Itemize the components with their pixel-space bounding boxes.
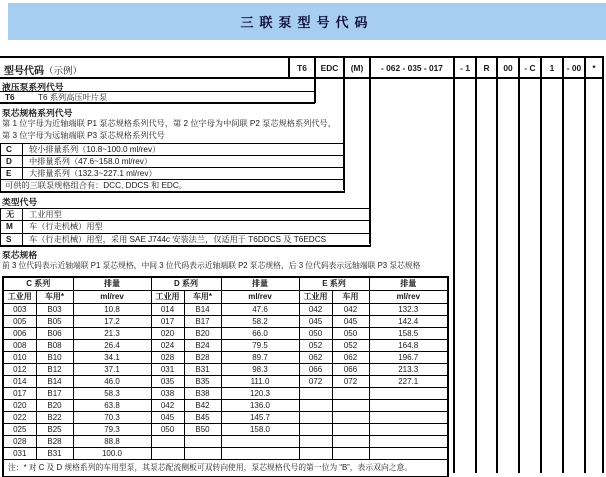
spec-data-row [3,412,448,424]
grid-line [314,79,316,103]
page-title: 三联泵型号代码 [240,15,374,30]
spec-cell: 066 [299,364,332,376]
spec-cell: 052 [332,340,369,352]
section-cartridge-spec-description: 前 3 位代码表示近轴端联 P1 泵芯规格，中间 3 位代码表示近轴端联 P2 泵芯规格，后 3 位代码表示远轴端联 P3 泵芯规格 [2,261,421,270]
spec-cell: 038 [151,388,184,400]
spec-cell: 158.0 [221,424,299,436]
spec-cell: 050 [151,424,184,436]
spec-cell: B22 [36,412,73,424]
spec-cell: 072 [332,376,369,388]
spec-cell: 26.4 [73,340,151,352]
spec-cell: 46.0 [73,376,151,388]
spec-cell: B25 [36,424,73,436]
spec-sub-header: 工业用 [3,291,36,304]
spec-cell: 020 [151,328,184,340]
spec-cell: B35 [184,376,221,388]
spec-cell: 028 [151,352,184,364]
spec-cell: 005 [3,316,36,328]
grid-line [343,79,345,190]
spec-cell: 072 [299,376,332,388]
spec-cell: 045 [332,316,369,328]
spec-cell: 88.8 [73,436,151,448]
spec-cell [221,448,299,460]
spec-cell [332,388,369,400]
spec-cell: B24 [184,340,221,352]
spec-cell: B20 [36,400,73,412]
spec-cell [221,436,299,448]
spec-header-sub-row [3,291,448,304]
spec-cell: 79.5 [221,340,299,352]
spec-cell: B17 [36,388,73,400]
spec-cell: 006 [3,328,36,340]
section-cartridge-series-description: 第 1 位字母为近轴端联 P1 泵芯规格系列代号，第 2 位字母为中间联 P2 泵芯规格系列代号，第 3 位字母为远轴端联 P3 泵芯规格系列代号 [2,119,336,140]
spec-cell: 58.2 [221,316,299,328]
spec-cell: 58.3 [73,388,151,400]
model-code-cell: 00 [496,58,518,77]
section-cartridge-series [0,106,345,191]
model-code-label [4,62,82,77]
spec-cell: 062 [332,352,369,364]
model-code-cell: * [584,58,604,77]
spec-cell: 010 [3,352,36,364]
spec-series-header: E 系列 [299,277,369,291]
spec-cell: B03 [36,304,73,316]
spec-cell: 10.8 [73,304,151,316]
spec-cell [369,424,448,436]
spec-cell: 062 [299,352,332,364]
section-pump-series [0,81,315,104]
spec-cell [299,400,332,412]
spec-cell [151,448,184,460]
cartridge-series-desc: 中排量系列（47.6~158.0 ml/rev） [29,157,153,166]
spec-cell: 213.3 [369,364,448,376]
spec-cell: 227.1 [369,376,448,388]
grid-line [602,79,604,473]
spec-cell [299,424,332,436]
spec-cell: 158.5 [369,328,448,340]
spec-cell: 045 [299,316,332,328]
spec-sub-header: 车用* [184,291,221,304]
type-code-desc: 车（行走机械）用型，采用 SAE J744c 安装法兰，仅适用于 T6DDCS 及 T6EDCS [29,234,327,244]
spec-cell: 035 [151,376,184,388]
spec-cell: B20 [184,328,221,340]
spec-cell: 052 [299,340,332,352]
spec-cell: B08 [36,340,73,352]
spec-cell: 020 [3,400,36,412]
section-type-code-title: 类型代号 [2,197,38,207]
type-code-code: S [1,234,23,245]
spec-cell: 042 [332,304,369,316]
spec-sub-header: ml/rev [221,291,299,304]
spec-cell: 050 [299,328,332,340]
spec-cell: B14 [36,376,73,388]
spec-cell: 47.6 [221,304,299,316]
spec-cell [299,412,332,424]
cartridge-series-desc: 大排量系列（132.3~227.1 ml/rev） [29,169,157,178]
spec-data-row [3,376,448,388]
spec-cell: 012 [3,364,36,376]
spec-cell: B10 [36,352,73,364]
spec-cell: 70.3 [73,412,151,424]
spec-cell: 003 [3,304,36,316]
spec-cell: 014 [3,376,36,388]
spec-data-row [3,340,448,352]
spec-cell: 132.3 [369,304,448,316]
spec-cell: 66.0 [221,328,299,340]
spec-displacement-header: 排量 [221,277,299,291]
cartridge-series-code: E [1,168,23,179]
spec-cell: B31 [36,448,73,460]
spec-cell: 164.8 [369,340,448,352]
model-code-cell: (M) [343,58,369,77]
spec-cell [369,400,448,412]
spec-cell: B17 [184,316,221,328]
model-code-cell: - 1 [453,58,475,77]
spec-cell [369,448,448,460]
spec-cell: B12 [36,364,73,376]
grid-line [540,79,542,473]
model-code-cell: T6 [288,58,314,77]
spec-cell [299,388,332,400]
spec-sub-header: 车用* [36,291,73,304]
cartridge-series-code: D [1,156,23,167]
spec-cell: 045 [151,412,184,424]
type-code-code: M [1,221,23,232]
spec-data-row [3,328,448,340]
spec-cell: B31 [184,364,221,376]
section-cartridge-series-title: 泵芯规格系列代号 [2,108,73,118]
spec-note-row [3,460,448,477]
section-cartridge-spec-title: 泵芯规格 [2,250,38,260]
spec-cell: 17.2 [73,316,151,328]
model-code-label-note: （示例） [44,66,83,77]
spec-data-row [3,448,448,460]
spec-header-group-row [3,277,448,291]
spec-cell: B45 [184,412,221,424]
pump-series-code: T6 [5,92,15,102]
section-type-code [0,195,371,244]
type-code-desc: 车（行走机械）用型 [29,222,103,232]
spec-data-row [3,304,448,316]
spec-cell: 142.4 [369,316,448,328]
cartridge-series-desc: 较小排量系列（10.8~100.0 ml/rev） [29,145,161,154]
spec-data-row [3,388,448,400]
spec-cell: 025 [3,424,36,436]
spec-displacement-header: 排量 [73,277,151,291]
spec-cell: 031 [151,364,184,376]
spec-cell [332,412,369,424]
grid-line [562,79,564,473]
spec-data-row [3,364,448,376]
spec-cell: 100.0 [73,448,151,460]
spec-cell: 042 [299,304,332,316]
spec-data-row [3,316,448,328]
spec-cell: 111.0 [221,376,299,388]
spec-sub-header: ml/rev [73,291,151,304]
spec-cell: 031 [3,448,36,460]
type-code-row [1,221,370,233]
grid-line [369,79,371,244]
spec-sub-header: 车用 [332,291,369,304]
spec-cell: 017 [151,316,184,328]
model-code-cell: - 00 [562,58,584,77]
spec-cell: 145.7 [221,412,299,424]
spec-cell: B05 [36,316,73,328]
type-code-code: 无 [1,209,23,220]
model-code-cell: 1 [540,58,562,77]
spec-cell: 022 [3,412,36,424]
spec-cell: B28 [184,352,221,364]
spec-cell [332,448,369,460]
spec-cell [299,436,332,448]
cartridge-series-row [1,156,344,168]
spec-cell [151,436,184,448]
spec-cell [299,448,332,460]
spec-data-row [3,352,448,364]
spec-cell: 89.7 [221,352,299,364]
spec-cell [332,400,369,412]
spec-cell: 136.0 [221,400,299,412]
spec-cell: 21.3 [73,328,151,340]
spec-cell: 79.3 [73,424,151,436]
spec-cell [332,424,369,436]
spec-cell [332,436,369,448]
model-code-cell: EDC [314,58,343,77]
grid-line [518,79,520,473]
section-pump-series-header [0,81,315,92]
section-pump-series-title: 液压泵系列代号 [2,81,64,92]
cartridge-series-code: C [1,144,23,155]
spec-series-header: D 系列 [151,277,221,291]
spec-cell: 066 [332,364,369,376]
pump-series-desc: T6 系列高压叶片泵 [38,92,108,102]
spec-sub-header: 工业用 [299,291,332,304]
type-code-desc: 工业用型 [29,210,62,220]
spec-cell [369,412,448,424]
spec-cell [184,436,221,448]
spec-cell [369,436,448,448]
spec-sub-header: 工业用 [151,291,184,304]
spec-sub-header: ml/rev [369,291,448,304]
cartridge-series-row [1,168,344,180]
spec-cell: 34.1 [73,352,151,364]
grid-line [475,79,477,473]
model-code-header-row [0,56,604,79]
cartridge-series-row [1,144,344,156]
grid-line [584,79,586,473]
spec-cell [369,388,448,400]
spec-cell: 63.8 [73,400,151,412]
spec-series-header: C 系列 [3,277,73,291]
spec-cell: 196.7 [369,352,448,364]
spec-data-row [3,424,448,436]
spec-cell: B14 [184,304,221,316]
model-code-cell: R [475,58,496,77]
spec-cell: 37.1 [73,364,151,376]
spec-cell: 98.3 [221,364,299,376]
spec-data-row [3,436,448,448]
pump-series-row [0,92,315,102]
cartridge-series-table [0,143,345,193]
cartridge-series-note: 可供的三联泵规格组合有：DCC, DDCS 和 EDC。 [5,181,187,190]
spec-note: 注：* 对 C 及 D 规格系列的车用型泵，其泵芯配流侧板可双转向使用，泵芯规格代号的第一位为 “B”，表示双向之意。 [3,460,448,477]
spec-cell [184,448,221,460]
spec-cell: B28 [36,436,73,448]
spec-cell: B42 [184,400,221,412]
model-code-cell: - C [518,58,540,77]
title-bar [8,3,606,40]
type-code-row [1,234,370,245]
type-code-row [1,209,370,221]
model-code-label-bold: 型号代码 [4,66,44,77]
type-code-table [0,208,371,247]
spec-cell: 024 [151,340,184,352]
spec-cell: 050 [332,328,369,340]
spec-cell: 120.3 [221,388,299,400]
spec-cell: B38 [184,388,221,400]
spec-cell: 017 [3,388,36,400]
spec-cell: 008 [3,340,36,352]
spec-cell: 014 [151,304,184,316]
cartridge-spec-table [2,276,449,477]
spec-cell: B50 [184,424,221,436]
model-code-cell: - 062 - 035 - 017 [369,58,453,77]
spec-cell: B06 [36,328,73,340]
spec-cell: 042 [151,400,184,412]
spec-cell: 028 [3,436,36,448]
spec-data-row [3,400,448,412]
grid-line [496,79,498,473]
spec-displacement-header: 排量 [369,277,448,291]
grid-line [453,79,455,473]
